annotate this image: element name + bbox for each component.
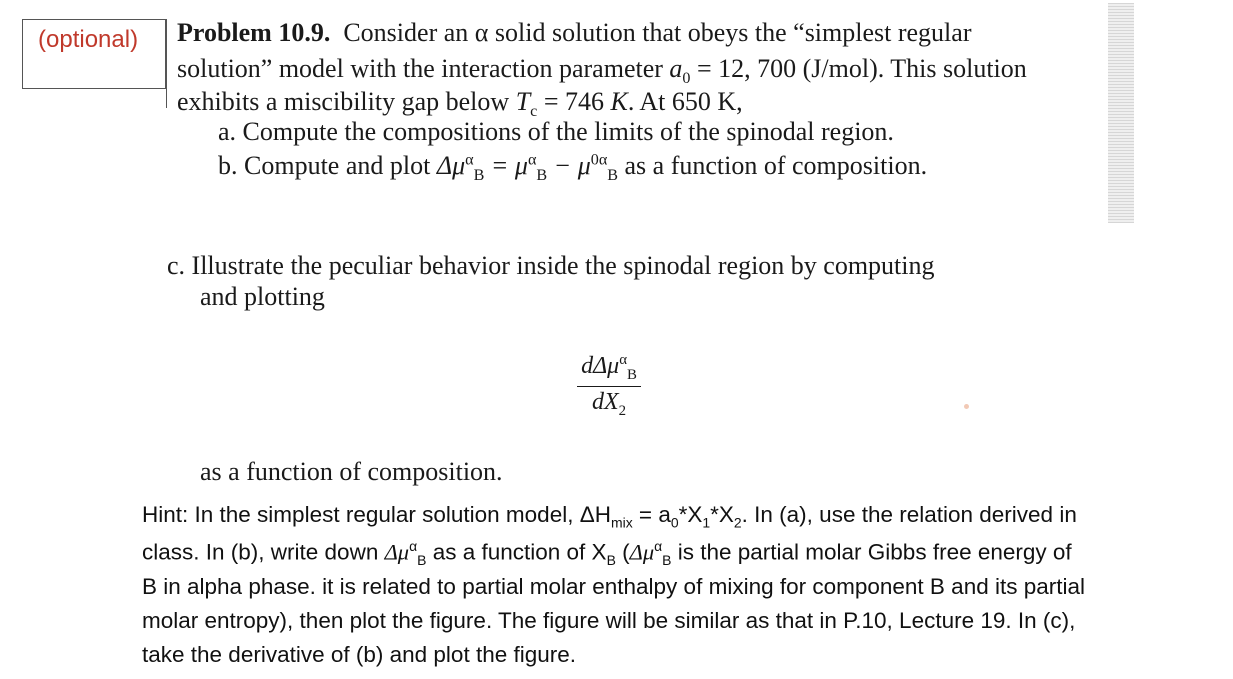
hint-sub-b-2: B [662,552,672,568]
derivative-fraction [577,352,641,420]
part-a: a. Compute the compositions of the limits of the spinodal region. [218,117,894,146]
scan-speck [964,404,969,409]
sub-b: B [473,167,485,185]
hint-text-2b: as a function of X [426,539,607,565]
hint-line-2 [142,538,1072,568]
sup-alpha-2: α [527,151,537,169]
fraction-denominator [592,387,626,420]
hint-sub-2: 2 [733,514,742,531]
hint-delta-mu: Δμ [384,539,410,565]
hint-text-2d: is the partial molar Gibbs free energy of [671,539,1072,565]
hint-text-2c: ( [615,539,630,565]
problem-line-2 [177,54,1027,88]
critical-temp-symbol: T [515,87,531,116]
part-c-line-2: and plotting [200,282,325,311]
hint-text-2a: class. In (b), write down [142,539,385,565]
part-b [218,151,927,185]
problem-line-3-text: exhibits a miscibility gap below [177,87,516,116]
hint-text-1a: Hint: In the simplest regular solution model, ΔH [142,502,611,527]
sub-b-2: B [536,167,548,185]
interaction-symbol: a [669,54,683,83]
hint-line-4: molar entropy), then plot the figure. The figure will be similar as that in P.10, Lecture 19. In (c), [142,608,1076,633]
hint-text-1c: *X [678,502,703,527]
optional-label: (optional) [38,26,139,53]
interaction-value: = 12, 700 (J/mol). This solution [690,54,1027,83]
hint-line-5: take the derivative of (b) and plot the figure. [142,642,577,667]
margin-rule [166,19,167,108]
scan-artifact [1108,3,1134,223]
hint-sub-0: 0 [670,514,679,531]
frac-num-text: dΔμ [581,353,620,379]
hint-delta-mu-2: Δμ [629,539,655,565]
sup-alpha: α [465,151,474,169]
critical-temp-value: = 746 [537,87,611,116]
sub-b-3: B [607,167,619,185]
interaction-subscript: 0 [682,70,691,88]
hint-line-3: B in alpha phase. it is related to partial molar enthalpy of mixing for component B and its partial [142,574,1086,599]
hint-sup-alpha: α [409,538,418,554]
problem-line-1 [177,18,971,48]
frac-den-sub: 2 [618,403,627,420]
delta-mu: Δμ [436,151,466,180]
fraction-numerator [577,352,641,386]
mu-term: = μ [484,151,528,180]
hint-text-1d: *X [710,502,734,527]
problem-heading: Problem 10.9. [177,18,331,47]
frac-den-text: dX [591,389,619,416]
critical-temp-subscript: c [530,103,538,121]
kelvin-symbol: K [610,87,628,116]
hint-sup-alpha-2: α [654,538,663,554]
hint-sub-mix: mix [610,514,633,531]
sup-0alpha: 0α [590,151,608,169]
temperature-text: . At 650 K, [627,87,743,116]
hint-sub-xb: B [606,552,616,568]
hint-line-1 [142,502,1077,531]
problem-line-1-text: Consider an α solid solution that obeys the “simplest regular [343,18,972,47]
frac-sub: B [627,366,637,383]
hint-text-1e: . In (a), use the relation derived in [741,502,1077,527]
hint-sub-1: 1 [702,514,711,531]
part-c-line-3: as a function of composition. [200,457,503,486]
hint-sub-b: B [417,552,427,568]
part-c-line-1: c. Illustrate the peculiar behavior inside the spinodal region by computing [167,251,935,280]
problem-line-2-text: solution” model with the interaction parameter [177,54,670,83]
part-b-post: as a function of composition. [618,151,928,180]
part-b-pre: b. Compute and plot [218,151,437,180]
frac-sup: α [619,352,627,368]
hint-text-1b: = a [632,502,671,527]
mu-zero-term: − μ [547,151,591,180]
